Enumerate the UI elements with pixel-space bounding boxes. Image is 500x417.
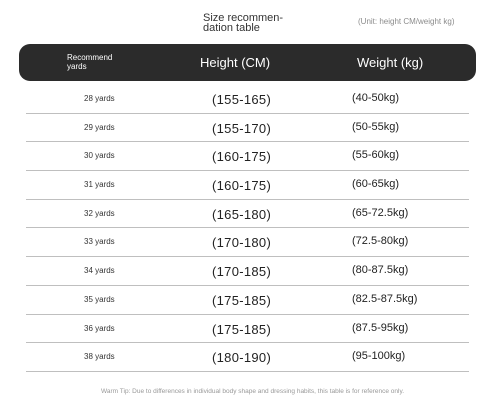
row-weight: (65-72.5kg): [352, 206, 409, 219]
row-size: 31 yards: [84, 180, 115, 190]
table-row: [0, 343, 500, 372]
row-height: (175-185): [212, 321, 272, 337]
table-row: [0, 85, 500, 114]
header-size: Recommend yards: [67, 53, 113, 71]
row-weight: (55-60kg): [352, 149, 400, 162]
row-weight: (95-100kg): [352, 350, 406, 363]
header-weight: Weight (kg): [357, 55, 424, 70]
row-size: 38 yards: [84, 352, 115, 362]
row-size: 28 yards: [84, 94, 115, 103]
table-row: [0, 142, 500, 171]
row-divider: [26, 371, 469, 372]
row-height: (165-180): [212, 206, 272, 222]
row-height: (170-185): [212, 264, 272, 280]
row-size: 36 yards: [84, 323, 115, 333]
row-height: (170-180): [212, 235, 272, 251]
table-row: [0, 286, 500, 315]
row-size: 32 yards: [84, 208, 115, 218]
table-row: [0, 114, 500, 143]
row-weight: (50-55kg): [352, 120, 400, 133]
row-height: (160-175): [212, 149, 272, 165]
table-row: [0, 171, 500, 200]
page-title: Size recommen- dation table: [203, 12, 284, 34]
row-weight: (60-65kg): [352, 178, 400, 191]
row-weight: (82.5-87.5kg): [352, 292, 418, 305]
table-row: [0, 200, 500, 229]
row-height: (155-165): [212, 92, 272, 107]
row-size: 34 yards: [84, 266, 115, 276]
table-row: [0, 257, 500, 286]
header-height: Height (CM): [200, 55, 271, 70]
row-weight: (87.5-95kg): [352, 321, 409, 334]
row-height: (155-170): [212, 120, 272, 136]
row-height: (160-175): [212, 178, 272, 194]
row-height: (180-190): [212, 350, 272, 366]
unit-note: (Unit: height CM/weight kg): [358, 17, 455, 26]
row-size: 29 yards: [84, 122, 115, 132]
row-size: 35 yards: [84, 294, 115, 304]
size-table-body: [0, 85, 500, 372]
row-weight: (80-87.5kg): [352, 264, 409, 277]
row-weight: (40-50kg): [352, 92, 400, 104]
row-size: 33 yards: [84, 237, 115, 247]
row-size: 30 yards: [84, 151, 115, 161]
row-height: (175-185): [212, 292, 272, 308]
table-row: [0, 315, 500, 344]
table-row: [0, 228, 500, 257]
warm-tip: Warm Tip: Due to differences in individual body shape and dressing habits, this table is for reference only.: [101, 388, 405, 395]
row-weight: (72.5-80kg): [352, 235, 409, 248]
table-header: [19, 44, 476, 81]
